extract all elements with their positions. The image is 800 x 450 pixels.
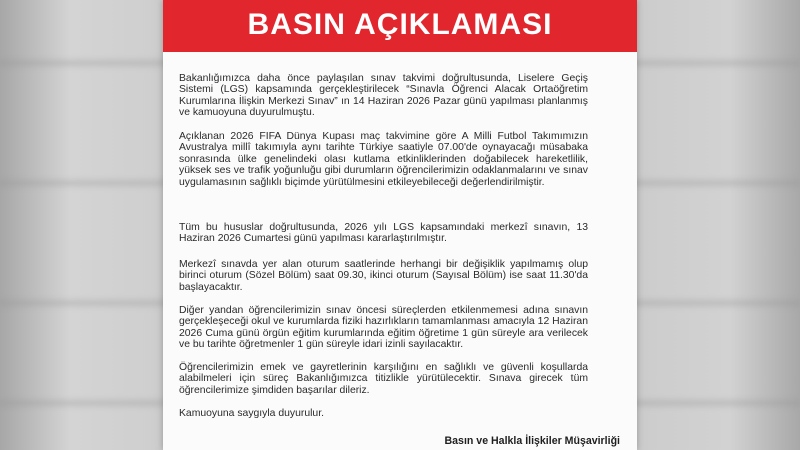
paragraph-session-times: Merkezî sınavda yer alan oturum saatlerinde herhangi bir değişiklik yapılmamış olup birinci oturum (Sözel Bölüm) saat 09.30, ikinci oturum (Sayısal Bölüm) ise saat 11.30'da başlayacaktır. xyxy=(179,259,588,293)
header-banner xyxy=(163,0,637,52)
press-release-document xyxy=(163,0,637,450)
paragraph-world-cup: Açıklanan 2026 FIFA Dünya Kupası maç takvimine göre A Milli Futbol Takımımızın Avustralya millî takımıyla aynı tarihte Türkiye saatiyle 07.00'de oynayacağı müsabaka sonrasında ülke genelindeki olası kutlama etkinliklerinden doğabilecek hareketlilik, yüksek ses ve trafik yoğunluğu gibi durumların öğrencilerimizin odaklanmalarını ve sınav uygulamasının sağlıklı biçimde yürütülmesini etkileyebileceği değerlendirilmiştir. xyxy=(179,131,588,188)
paragraph-good-wishes: Öğrencilerimizin emek ve gayretlerinin karşılığını en sağlıklı ve güvenli koşullarda alabilmeleri için süreç Bakanlığımızca titizlikle yürütülecektir. Sınava girecek tüm öğrencilerimize şimdiden başarılar dileriz. xyxy=(179,362,588,396)
paragraph-school-closure: Diğer yandan öğrencilerimizin sınav öncesi süreçlerden etkilenmemesi adına sınavın gerçekleşeceği okul ve kurumlarda fiziki hazırlıkların tamamlanması amacıyla 12 Haziran 2026 Cuma günü örgün eğitim kurumlarında eğitim öğretime 1 gün süreyle ara verilecek ve bu tarihte öğretmenler 1 gün süreyle idari izinli sayılacaktır. xyxy=(179,305,588,351)
paragraph-closing: Kamuoyuna saygıyla duyurulur. xyxy=(179,408,324,419)
document-title: BASIN AÇIKLAMASI xyxy=(247,8,553,41)
paragraph-exam-schedule: Bakanlığımızca daha önce paylaşılan sınav takvimi doğrultusunda, Liselere Geçiş Sistemi (LGS) kapsamında gerçekleştirilecek “Sınavla Öğrenci Alacak Ortaöğretim Kurumlarına İlişkin Merkezi Sınav” ın 14 Haziran 2026 Pazar günü yapılması planlanmış ve kamuoyuna duyurulmuştu. xyxy=(179,73,588,119)
signature-department: Basın ve Halkla İlişkiler Müşavirliği xyxy=(444,435,620,447)
paragraph-new-date: Tüm bu hususlar doğrultusunda, 2026 yılı LGS kapsamındaki merkezî sınavın, 13 Haziran 2026 Cumartesi günü yapılması kararlaştırılmıştır. xyxy=(179,222,588,245)
